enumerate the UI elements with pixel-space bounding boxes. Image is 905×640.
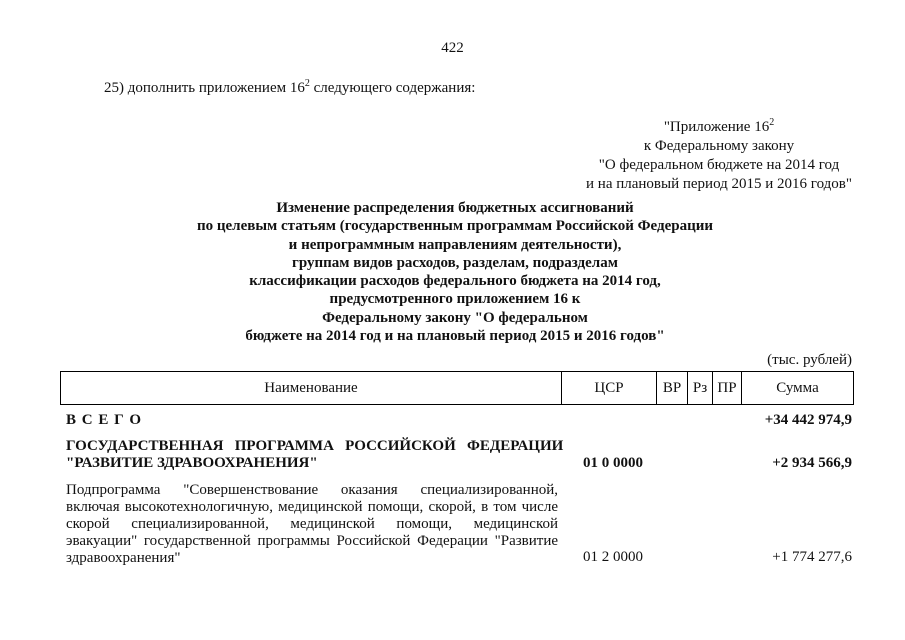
appendix-line-2: к Федеральному закону [643,138,795,154]
subprogram-name: Подпрограмма "Совершенствование оказания специализированной, включая высокотехнологичную, медицинской помощи, скорой, в том числе скорой специализированной, медицинской помощи, медицинской эвакуации" государственной программы Российской Федерации "Развитие здравоохранения" [66,482,558,566]
appendix-title: "Приложение 16 [663,119,770,135]
header-rz: Рз [688,372,713,405]
total-label: В С Е Г О [66,412,143,428]
header-csr: ЦСР [562,372,657,405]
program-name-line-2: "РАЗВИТИЕ ЗДРАВООХРАНЕНИЯ" [66,455,318,471]
page-number: 422 [441,40,464,56]
units-label: (тыс. рублей) [767,352,852,368]
title-line: предусмотренного приложением 16 к [329,291,581,308]
program-name-line-1: ГОСУДАРСТВЕННАЯ ПРОГРАММА РОССИЙСКОЙ ФЕДЕРАЦИИ [66,438,564,454]
appendix-reference [586,113,852,194]
subprogram-sum: +1 774 277,6 [772,549,852,565]
subprogram-csr: 01 2 0000 [583,549,643,565]
intro-before: 25) дополнить приложением 16 [104,80,305,96]
table-header-row [61,372,854,405]
title-line: и непрограммным направлениям деятельности), [288,236,622,253]
intro-superscript: 2 [304,78,310,89]
total-sum: +34 442 974,9 [764,412,852,428]
appendix-line-4: и на плановый период 2015 и 2016 годов" [586,176,852,192]
header-sum: Сумма [742,372,854,405]
intro-after: следующего содержания: [309,80,476,96]
title-line: Изменение распределения бюджетных ассигнований [276,200,634,216]
title-line: классификации расходов федерального бюджета на 2014 год, [249,273,661,290]
program-name [66,438,564,472]
header-name: Наименование [61,372,562,405]
intro-text [104,78,475,97]
title-line: группам видов расходов, разделам, подразделам [292,254,618,271]
appendix-line-3: "О федеральном бюджете на 2014 год [598,157,840,173]
document-title [150,199,760,345]
appendix-line-1 [586,113,852,137]
header-vr: ВР [657,372,688,405]
title-line: Федеральному закону "О федеральном [322,309,588,326]
table-header [60,371,854,405]
program-sum: +2 934 566,9 [772,455,852,471]
title-line: бюджете на 2014 год и на плановый период 2015 и 2016 годов" [245,328,665,345]
title-line: по целевым статьям (государственным программам Российской Федерации [196,218,714,235]
program-csr: 01 0 0000 [583,455,643,471]
header-pr: ПР [713,372,742,405]
appendix-superscript: 2 [769,117,775,128]
